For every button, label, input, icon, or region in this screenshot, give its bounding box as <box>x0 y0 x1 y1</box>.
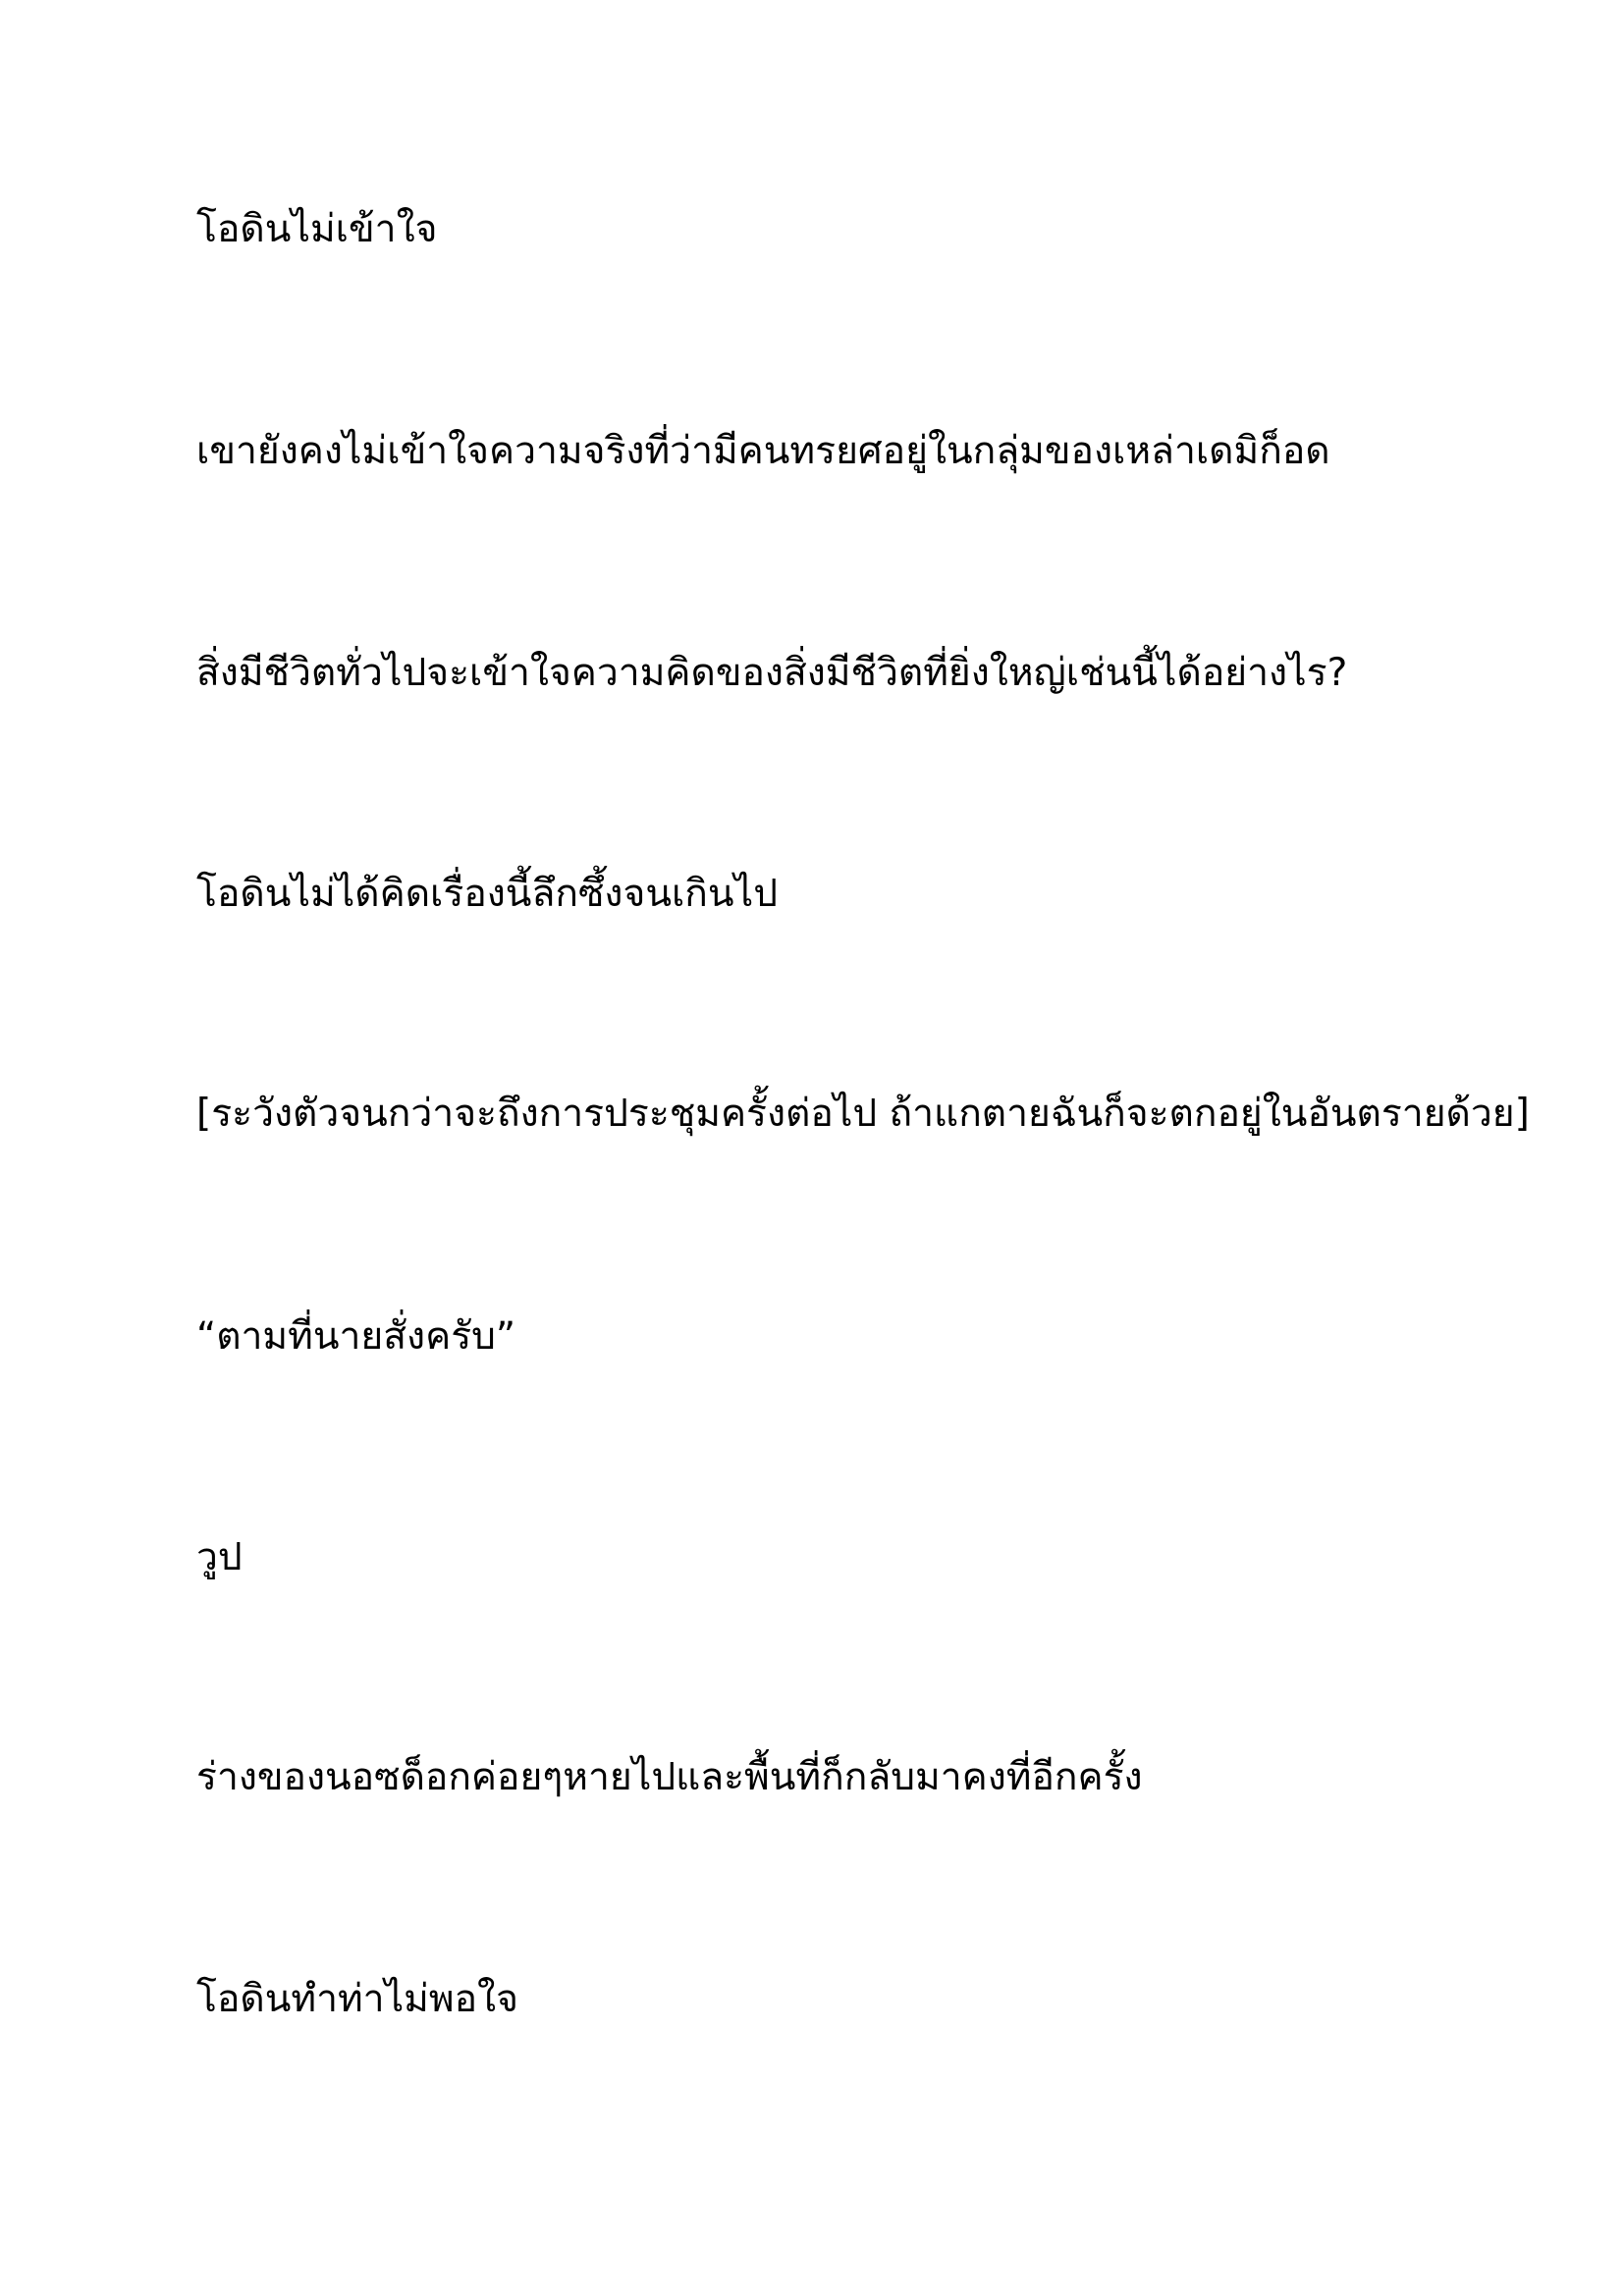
paragraph: ร่างของนอซด็อกค่อยๆหายไปและพื้นที่ก็กลับมาคงที่อีกครั้ง <box>196 1755 1143 1799</box>
paragraph: [ระวังตัวจนกว่าจะถึงการประชุมครั้งต่อไป ถ้าแกตายฉันก็จะตกอยู่ในอันตรายด้วย] <box>196 1092 1530 1136</box>
paragraph: โอดินไม่เข้าใจ <box>196 207 438 251</box>
paragraph: โอดินไม่ได้คิดเรื่องนี้ลึกซึ้งจนเกินไป <box>196 872 778 916</box>
paragraph: “ตามที่นายสั่งครับ” <box>196 1314 516 1359</box>
paragraph: เขายังคงไม่เข้าใจความจริงที่ว่ามีคนทรยศอยู่ในกลุ่มของเหล่าเดมิก็อด <box>196 429 1330 473</box>
paragraph: สิ่งมีชีวิตทั่วไปจะเข้าใจความคิดของสิ่งมีชีวิตที่ยิ่งใหญ่เช่นนี้ได้อย่างไร? <box>196 651 1348 695</box>
paragraph: วูป <box>196 1535 243 1579</box>
paragraph: โอดินทำท่าไม่พอใจ <box>196 1977 518 2021</box>
